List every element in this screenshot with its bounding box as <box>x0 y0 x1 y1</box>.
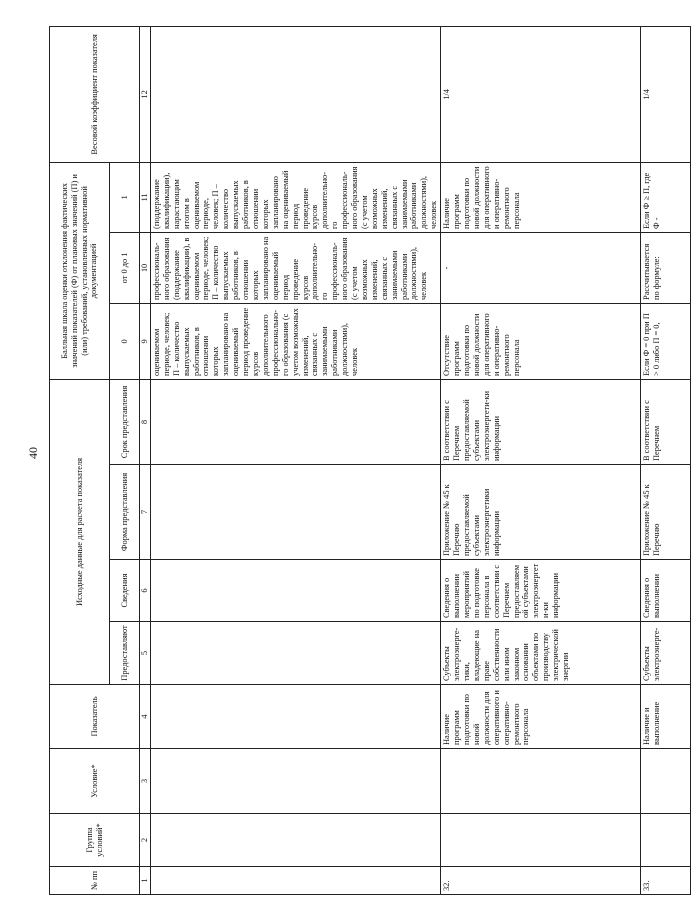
row-score-mid: Рассчитывается по формуле: <box>641 232 691 303</box>
header-score-1: 1 <box>110 162 140 232</box>
cell-empty <box>641 814 691 867</box>
row-indicator: Наличие программ подготовки по новой должности для оперативного и оперативно-ремонтного персонала <box>441 685 641 749</box>
row-deadline: В соответствии с Перечнем предоставляемой субъектами электроэнергети-ки информации <box>441 379 641 464</box>
header-provides: Предоставляют <box>110 622 140 685</box>
header-row-1 <box>50 26 110 894</box>
header-score-0: 0 <box>110 303 140 379</box>
row-number: 32. <box>441 867 641 895</box>
cell-empty <box>641 749 691 814</box>
row-weight: 1/4 <box>641 26 691 162</box>
cell-empty <box>441 814 641 867</box>
col-number: 3 <box>140 749 151 814</box>
cell-empty <box>150 379 440 464</box>
row-score-1: Если Ф ≥ П, где Ф - <box>641 162 691 232</box>
row-indicator: Наличие и выполнение <box>641 685 691 749</box>
row-deadline: В соответствии с Перечнем <box>641 379 691 464</box>
header-score-mid: от 0 до 1 <box>110 232 140 303</box>
cell-empty <box>150 867 440 895</box>
col-number: 7 <box>140 465 151 560</box>
row-info: Сведения о выполнении мероприятий по подготовке персонала в соответствии с Перечнем предоставляемой субъектами электроэнергети-ки информации <box>441 560 641 622</box>
cell-empty <box>150 26 440 162</box>
row-provides: Субъекты электроэнерге- <box>641 622 691 685</box>
header-info: Сведения <box>110 560 140 622</box>
col-number: 10 <box>140 232 151 303</box>
col-number: 12 <box>140 26 151 162</box>
header-group: Группа условий* <box>50 814 140 867</box>
col-number: 6 <box>140 560 151 622</box>
row-provides: Субъекты электроэнерге-тики, владеющие на праве собственности или ином законном основании объектами по производству электрической энергии <box>441 622 641 685</box>
cell-empty <box>150 749 440 814</box>
row-score-mid: - <box>441 232 641 303</box>
row-info: Сведения о выполнении <box>641 560 691 622</box>
column-number-row <box>140 26 151 894</box>
row-score-0: Если Ф = 0 при П > 0 либо П = 0, <box>641 303 691 379</box>
page-number: 40 <box>26 447 40 459</box>
cell-empty <box>150 560 440 622</box>
cell-empty <box>150 685 440 749</box>
table-row-33 <box>641 26 691 894</box>
header-deadline: Срок представления <box>110 379 140 464</box>
col-number: 4 <box>140 685 151 749</box>
cell-empty <box>150 622 440 685</box>
col-number: 5 <box>140 622 151 685</box>
table-row-32 <box>441 26 641 894</box>
row-score-1: Наличие программ подготовки по новой должности для оперативного и оперативно-ремонтного персонала <box>441 162 641 232</box>
rotated-page-table <box>49 27 662 895</box>
col-number: 9 <box>140 303 151 379</box>
row-score-0: Отсутствие программ подготовки по новой должности для оперативного и оперативно-ремонтного персонала <box>441 303 641 379</box>
cont-score-1: (поддержание квалификации), нарастающим итогом в оцениваемом периоде, человек; П – количество выпускаемых работников, в отношении которых запланировано на оцениваемый период проведение курсов дополнительно-го профессиональ-ного образования (с учетом возможных изменений, связанных с занимаемыми работниками должностями), человек <box>150 162 440 232</box>
header-weight: Весовой коэффициент показателя <box>50 26 140 162</box>
row-form: Приложение № 45 к Перечню предоставляемой субъектами электроэнергетики информации <box>441 465 641 560</box>
header-indicator: Показатель <box>50 685 140 749</box>
criteria-table <box>49 26 691 895</box>
cont-score-mid: профессиональ-ного образования (поддержание квалификации), в оцениваемом периоде, человек; П – количество выпускаемых работников, в отношении которых запланировано на оцениваемый период проведение курсов дополнительно-го профессиональ-ного образования (с учетом возможных изменений, связанных с занимаемыми работниками должностями), человек <box>150 232 440 303</box>
col-number: 8 <box>140 379 151 464</box>
header-score-group: Балльная шкала оценки отклонения фактических значений показателей (Ф) от плановых значений (П) и (или) требований, установленных нормативной документацией <box>50 162 110 379</box>
col-number: 2 <box>140 814 151 867</box>
cell-empty <box>150 814 440 867</box>
continuation-row <box>150 26 440 894</box>
header-no: № пп <box>50 867 140 895</box>
cell-empty <box>150 465 440 560</box>
header-form: Форма представления <box>110 465 140 560</box>
cell-empty <box>441 749 641 814</box>
col-number: 1 <box>140 867 151 895</box>
col-number: 11 <box>140 162 151 232</box>
header-condition: Условие* <box>50 749 140 814</box>
row-number: 33. <box>641 867 691 895</box>
row-form: Приложение № 45 к Перечню <box>641 465 691 560</box>
header-source-group: Исходные данные для расчета показателя <box>50 379 110 684</box>
row-weight: 1/4 <box>441 26 641 162</box>
cont-score-0: оцениваемом периоде, человек; П – количество выпускаемых работников, в отношении которых запланировано на оцениваемый период проведение курсов дополнительного профессионально-го образования (с учетом возможных изменений, связанных с занимаемыми работниками должностями), человек <box>150 303 440 379</box>
